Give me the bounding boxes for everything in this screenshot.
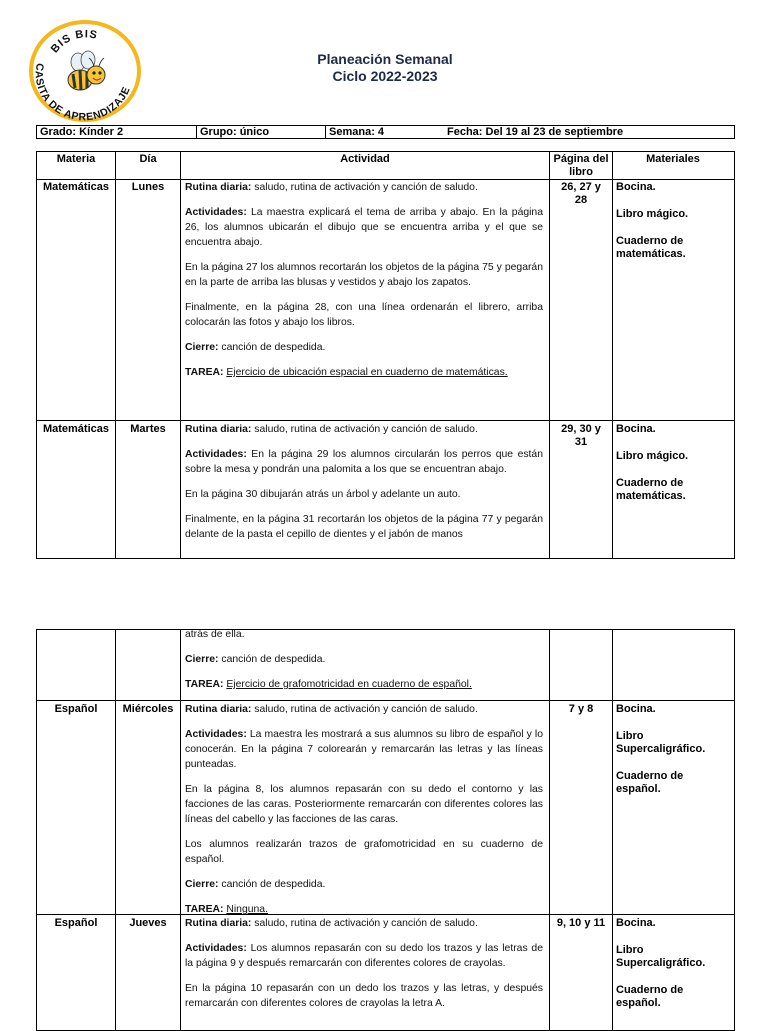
tarea-label: TAREA:: [185, 679, 224, 690]
col-pagina: Página del libro: [553, 153, 609, 178]
rutina-label: Rutina diaria:: [185, 424, 252, 435]
row-actividad-continuation: [185, 627, 543, 702]
cierre-label: Cierre:: [185, 654, 219, 665]
row-actividad: [185, 180, 543, 390]
logo-ring-text: CASITA DE APRENDIZAJE: [32, 62, 133, 122]
cierre-text: canción de despedida.: [218, 879, 326, 890]
actividades-text: En la página 29 los alumnos circularán los perros que están sobre la mesa y pondrán una palomita a los que se encuentran abajo.: [185, 449, 543, 475]
fecha-label: Fecha: Del 19 al 23 de septiembre: [447, 126, 624, 138]
schedule-table-page-2: [36, 629, 735, 1031]
material-item: Bocina.: [616, 423, 656, 435]
row-dia: Martes: [130, 423, 166, 435]
cierre-label: Cierre:: [185, 342, 219, 353]
row-materia: Español: [54, 703, 98, 715]
rutina-text: saludo, rutina de activación y canción de saludo.: [251, 918, 478, 929]
tarea-label: TAREA:: [185, 367, 224, 378]
col-dia: Día: [139, 153, 157, 165]
rutina-label: Rutina diaria:: [185, 182, 252, 193]
cierre-text: canción de despedida.: [218, 654, 326, 665]
semana-label: Semana: 4: [329, 126, 385, 138]
row-pagina: 26, 27 y 28: [561, 181, 601, 206]
row-pagina: 7 y 8: [568, 703, 594, 715]
material-item: Bocina.: [616, 181, 656, 193]
rutina-label: Rutina diaria:: [185, 918, 252, 929]
material-item: Libro Supercaligráfico.: [616, 730, 706, 755]
row-pagina: 29, 30 y 31: [561, 423, 601, 448]
row-dia: Miércoles: [122, 703, 174, 715]
row-dia: Jueves: [129, 917, 167, 929]
tarea-text: Ninguna.: [226, 904, 268, 915]
actividades-label: Actividades:: [185, 207, 247, 218]
activity-paragraph: En la página 27 los alumnos recortarán los objetos de la página 75 y pegarán en la parte de arriba las blusas y vestidos y abajo los zapatos.: [185, 262, 543, 288]
col-materia: Materia: [56, 153, 96, 165]
row-materiales: [616, 181, 726, 271]
row-materia: Español: [54, 917, 98, 929]
page-title: Planeación Semanal: [317, 51, 453, 67]
divider: [325, 126, 326, 138]
actividades-text: La maestra les mostrará a sus alumnos su libro de español y lo conocerán. En la página 7 colorearán y remarcarán las letras y las líneas punteadas.: [185, 729, 543, 770]
school-logo: [28, 20, 142, 122]
row-dia: Lunes: [131, 181, 165, 193]
activity-paragraph: Finalmente, en la página 31 recortarán los objetos de la página 77 y pegarán delante de la pasta el cepillo de dientes y el jabón de manos: [185, 514, 543, 540]
cierre-text: canción de despedida.: [218, 342, 326, 353]
actividades-text: La maestra explicará el tema de arriba y abajo. En la página 26, los alumnos ubicarán el dibujo que se encuentra arriba y el que se encuentra abajo.: [185, 207, 543, 248]
activity-paragraph: En la página 8, los alumnos repasarán con su dedo el contorno y las facciones de las caras. Posteriormente remarcarán con diferentes colores las líneas del cabello y las facciones de las caras.: [185, 784, 543, 825]
activity-paragraph: Finalmente, en la página 28, con una línea ordenarán el librero, arriba colocarán las fotos y abajo los libros.: [185, 302, 543, 328]
actividades-label: Actividades:: [185, 729, 247, 740]
tarea-text: Ejercicio de grafomotricidad en cuaderno de español.: [226, 679, 472, 690]
row-actividad: [185, 702, 543, 927]
col-materiales: Materiales: [646, 153, 700, 165]
material-item: Libro mágico.: [616, 450, 689, 462]
col-actividad: Actividad: [340, 153, 390, 165]
row-materia: Matemáticas: [42, 423, 110, 435]
rutina-text: saludo, rutina de activación y canción de saludo.: [251, 704, 478, 715]
actividades-label: Actividades:: [185, 943, 247, 954]
rutina-label: Rutina diaria:: [185, 704, 252, 715]
row-materia: Matemáticas: [42, 181, 110, 193]
material-item: Libro Supercaligráfico.: [616, 944, 706, 969]
info-bar: [36, 125, 735, 139]
actividades-text: Los alumnos repasarán con su dedo los trazos y las letras de la página 9 y después remarcarán con diferentes colores de crayolas.: [185, 943, 543, 969]
row-materiales: [616, 917, 726, 1020]
material-item: Cuaderno de español.: [616, 984, 684, 1009]
material-item: Cuaderno de matemáticas.: [616, 477, 686, 502]
material-item: Bocina.: [616, 703, 656, 715]
row-pagina: 9, 10 y 11: [556, 917, 606, 929]
material-item: Cuaderno de español.: [616, 770, 684, 795]
grado-label: Grado: Kínder 2: [40, 126, 124, 138]
schedule-table-page-1: [36, 151, 735, 559]
rutina-text: saludo, rutina de activación y canción de saludo.: [251, 424, 478, 435]
activity-paragraph: En la página 10 repasarán con un dedo los trazos y las letras, y después remarcarán con diferentes colores de crayolas la letra A.: [185, 983, 543, 1009]
material-item: Libro mágico.: [616, 208, 689, 220]
grupo-label: Grupo: único: [200, 126, 270, 138]
rutina-text: saludo, rutina de activación y canción de saludo.: [251, 182, 478, 193]
activity-paragraph: En la página 30 dibujarán atrás un árbol y adelante un auto.: [185, 489, 461, 500]
material-item: Bocina.: [616, 917, 656, 929]
row-materiales: [616, 423, 726, 513]
divider: [196, 126, 197, 138]
activity-paragraph: atrás de ella.: [185, 629, 245, 640]
row-actividad: [185, 916, 543, 1024]
logo-top-text: BIS BIS: [48, 28, 99, 56]
cierre-label: Cierre:: [185, 879, 219, 890]
tarea-text: Ejercicio de ubicación espacial en cuaderno de matemáticas.: [226, 367, 508, 378]
row-materiales: [616, 703, 726, 806]
tarea-label: TAREA:: [185, 904, 224, 915]
activity-paragraph: Los alumnos realizarán trazos de grafomotricidad en su cuaderno de español.: [185, 839, 543, 865]
material-item: Cuaderno de matemáticas.: [616, 235, 686, 260]
cycle-subtitle: Ciclo 2022-2023: [332, 68, 438, 84]
actividades-label: Actividades:: [185, 449, 247, 460]
row-actividad: [185, 422, 543, 557]
